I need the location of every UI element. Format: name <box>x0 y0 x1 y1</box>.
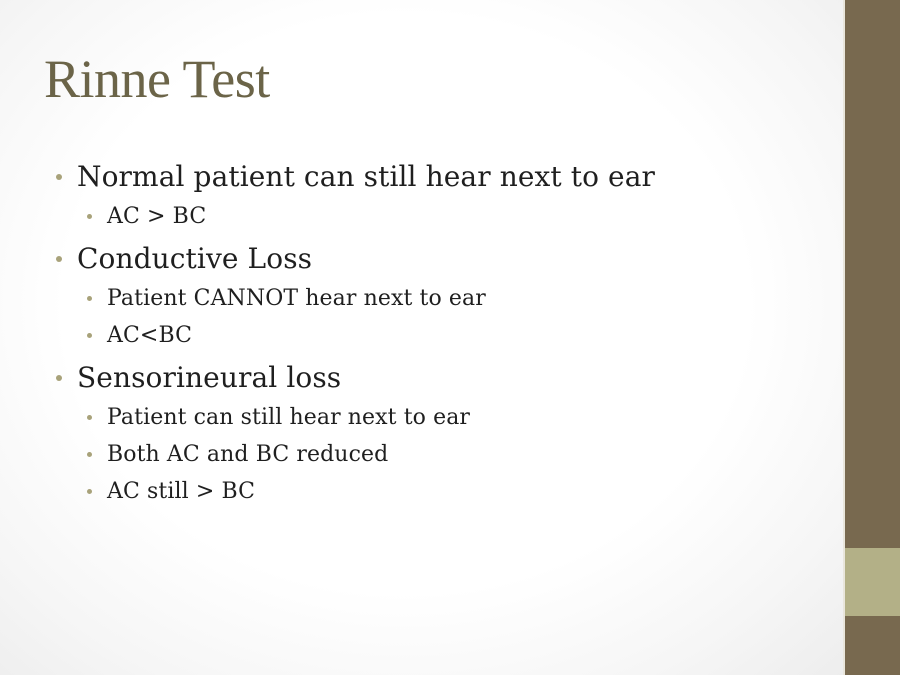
sub-bullet-item <box>107 441 388 469</box>
sub-bullet-item <box>107 285 486 313</box>
bullet-item-normal-patient <box>77 160 655 194</box>
sub-bullet-dot-icon <box>87 333 92 338</box>
sub-bullet-dot-icon <box>87 296 92 301</box>
bullet-dot-icon <box>56 174 62 180</box>
sub-bullet-item <box>107 322 192 350</box>
sub-bullet-text: Both AC and BC reduced <box>107 442 389 467</box>
slide-title: Rinne Test <box>44 49 270 109</box>
sub-bullet-item <box>107 404 470 432</box>
bullet-dot-icon <box>56 375 62 381</box>
bullet-text: Conductive Loss <box>77 242 313 275</box>
side-accent-block <box>845 548 900 616</box>
sub-bullet-dot-icon <box>87 214 92 219</box>
sub-bullet-text: AC > BC <box>107 204 207 229</box>
bullet-dot-icon <box>56 256 62 262</box>
bullet-item-conductive-loss <box>77 242 312 276</box>
sub-bullet-item <box>107 478 255 506</box>
sub-bullet-dot-icon <box>87 415 92 420</box>
sub-bullet-dot-icon <box>87 489 92 494</box>
bullet-item-sensorineural-loss <box>77 361 341 395</box>
sub-bullet-text: AC<BC <box>107 323 193 348</box>
sub-bullet-text: Patient CANNOT hear next to ear <box>107 286 486 311</box>
bullet-text: Sensorineural loss <box>77 361 342 394</box>
bullet-text: Normal patient can still hear next to ear <box>77 160 656 193</box>
sub-bullet-text: AC still > BC <box>107 479 256 504</box>
sub-bullet-item <box>107 203 206 231</box>
sub-bullet-text: Patient can still hear next to ear <box>107 405 471 430</box>
sub-bullet-dot-icon <box>87 452 92 457</box>
